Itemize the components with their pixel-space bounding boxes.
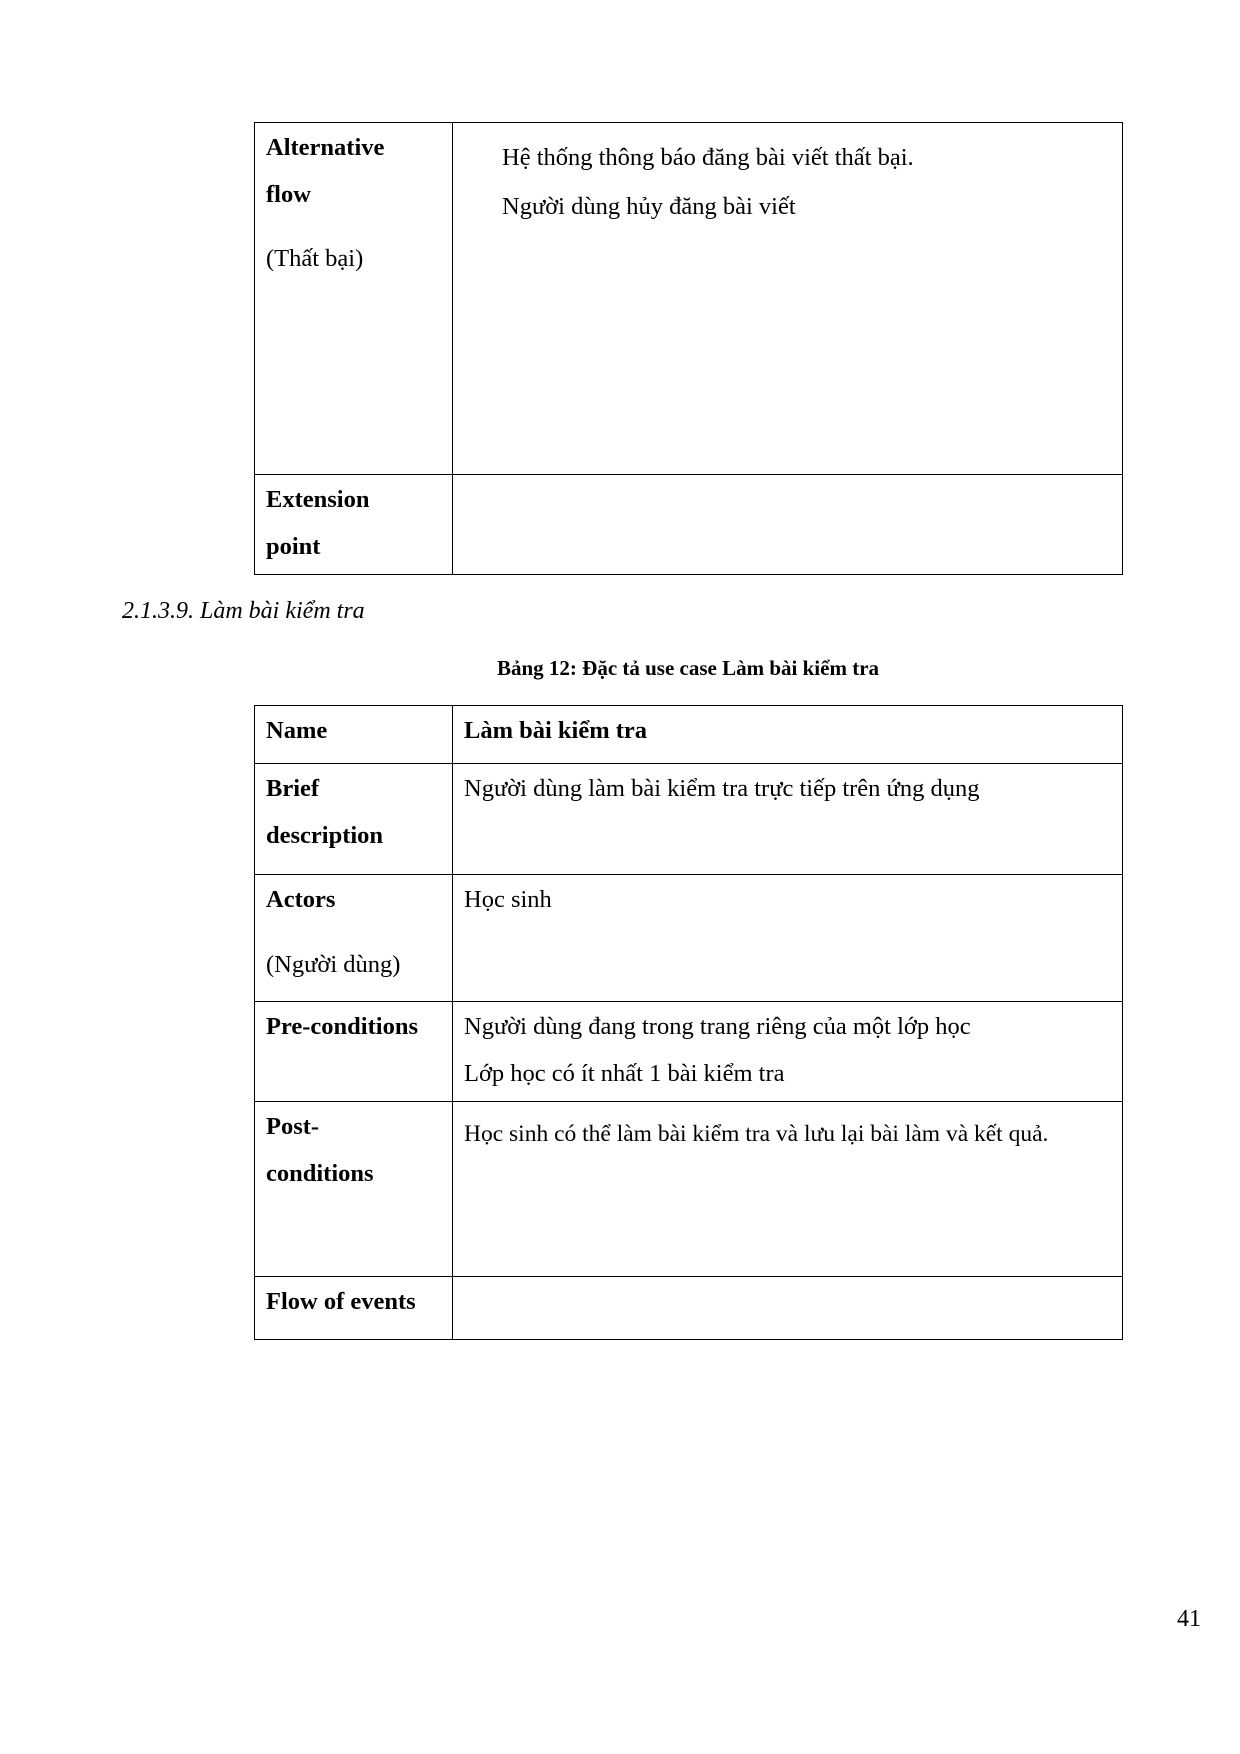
- alternative-flow-value: [453, 123, 1123, 475]
- brief-description-label-line1: Brief: [266, 775, 320, 802]
- flow-of-events-value: [453, 1277, 1123, 1340]
- use-case-table-continued: [254, 122, 1123, 575]
- alternative-flow-label-sub: (Thất bại): [266, 245, 364, 273]
- table-row-alternative-flow: [255, 123, 1123, 475]
- actors-label: [255, 875, 453, 1002]
- actors-label-line1: Actors: [266, 886, 336, 913]
- extension-point-label-line2: point: [266, 532, 321, 560]
- post-conditions-label-line2: conditions: [266, 1159, 374, 1187]
- table-row-pre-conditions: [255, 1002, 1123, 1102]
- flow-of-events-label: Flow of events: [255, 1277, 453, 1340]
- actors-value: Học sinh: [453, 875, 1123, 1002]
- actors-label-sub: (Người dùng): [266, 950, 401, 978]
- alternative-flow-label: [255, 123, 453, 475]
- pre-condition-line: Người dùng đang trong trang riêng của một lớp học: [464, 1013, 971, 1040]
- brief-description-value: Người dùng làm bài kiểm tra trực tiếp trên ứng dụng: [453, 764, 1123, 875]
- alternative-flow-label-line2: flow: [266, 180, 311, 208]
- brief-description-label: [255, 764, 453, 875]
- table-row-post-conditions: [255, 1102, 1123, 1277]
- table-row-brief-description: [255, 764, 1123, 875]
- alternative-flow-line: Người dùng hủy đăng bài viết: [502, 192, 796, 220]
- table-row-actors: [255, 875, 1123, 1002]
- table-row-name: [255, 706, 1123, 764]
- post-conditions-label: [255, 1102, 453, 1277]
- extension-point-value: [453, 475, 1123, 575]
- post-conditions-label-line1: Post-: [266, 1113, 320, 1141]
- extension-point-label-line1: Extension: [266, 486, 370, 513]
- table-row-flow-of-events: [255, 1277, 1123, 1340]
- page-number: 41: [1177, 1606, 1201, 1632]
- pre-condition-line: Lớp học có ít nhất 1 bài kiểm tra: [464, 1059, 785, 1087]
- section-heading: 2.1.3.9. Làm bài kiểm tra: [122, 598, 365, 624]
- use-case-table: [254, 705, 1123, 1340]
- name-value: Làm bài kiểm tra: [453, 706, 1123, 764]
- pre-conditions-label: Pre-conditions: [255, 1002, 453, 1102]
- post-conditions-value: Học sinh có thể làm bài kiểm tra và lưu lại bài làm và kết quả.: [453, 1102, 1123, 1277]
- table-caption: Bảng 12: Đặc tả use case Làm bài kiểm tra: [496, 656, 880, 680]
- extension-point-label: [255, 475, 453, 575]
- alternative-flow-label-line1: Alternative: [266, 134, 385, 161]
- alternative-flow-line: Hệ thống thông báo đăng bài viết thất bại.: [502, 144, 914, 171]
- table-row-extension-point: [255, 475, 1123, 575]
- brief-description-label-line2: description: [266, 821, 384, 849]
- pre-conditions-value: [453, 1002, 1123, 1102]
- name-label: Name: [255, 706, 453, 764]
